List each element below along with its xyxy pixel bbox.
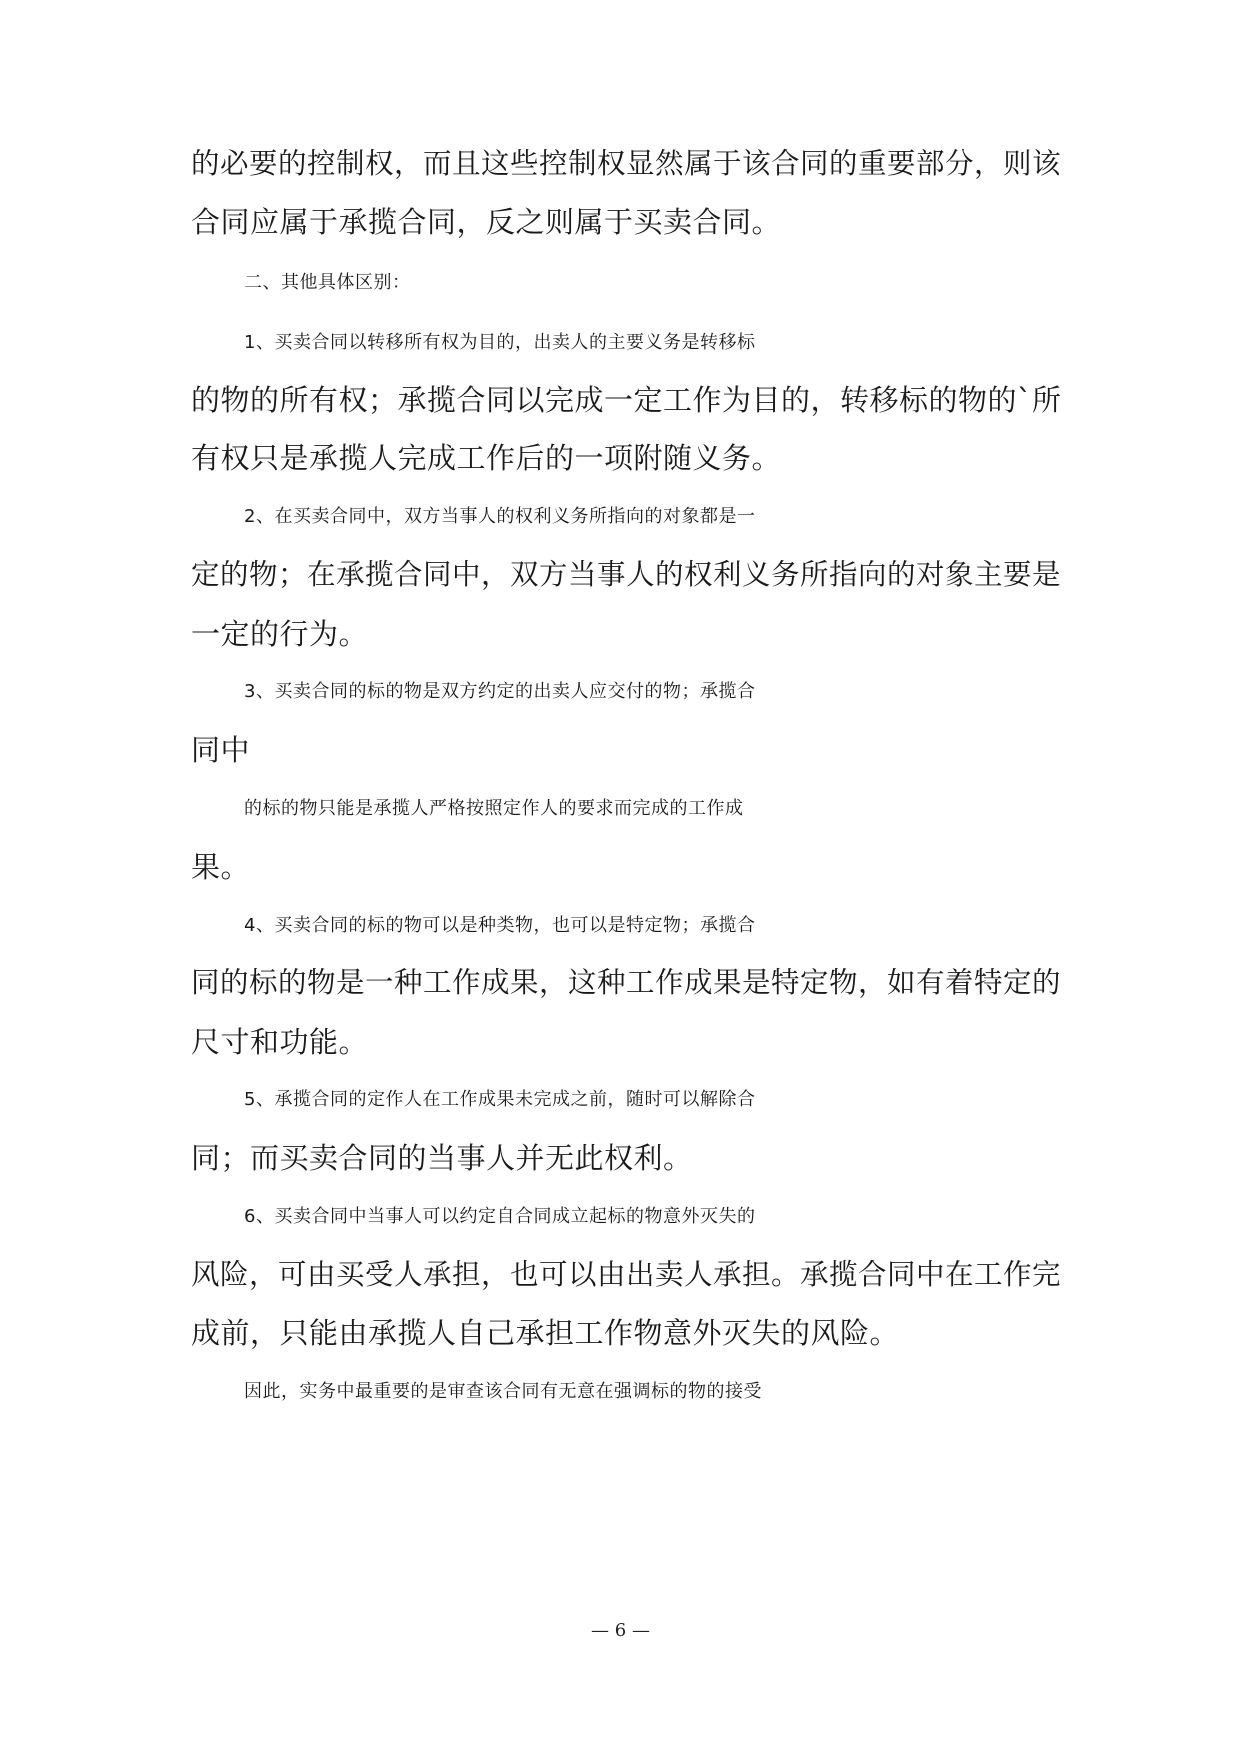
text-line: 一定的行为。: [191, 617, 369, 651]
text-line: 1、买卖合同以转移所有权为目的，出卖人的主要义务是转移标: [244, 332, 756, 353]
text-line: 同；而买卖合同的当事人并无此权利。: [191, 1141, 693, 1175]
text-line: 3、买卖合同的标的物是双方约定的出卖人应交付的物；承揽合: [244, 681, 756, 702]
section-heading: 二、其他具体区别：: [244, 272, 411, 293]
text-line: 果。: [191, 850, 251, 884]
text-line: 合同应属于承揽合同，反之则属于买卖合同。: [191, 205, 782, 239]
text-line: 风险，可由买受人承担，也可以由出卖人承担。承揽合同中在工作完: [191, 1258, 1062, 1291]
text-line: 的必要的控制权，而且这些控制权显然属于该合同的重要部分，则该: [191, 147, 1062, 180]
text-line: 同中: [191, 733, 251, 767]
text-line: 成前，只能由承揽人自己承担工作物意外灭失的风险。: [191, 1316, 900, 1350]
text-line: 4、买卖合同的标的物可以是种类物，也可以是特定物；承揽合: [244, 915, 756, 936]
page-number: — 6 —: [591, 1620, 650, 1641]
text-line: 因此，实务中最重要的是审查该合同有无意在强调标的物的接受: [244, 1381, 762, 1402]
text-line: 5、承揽合同的定作人在工作成果未完成之前，随时可以解除合: [244, 1089, 756, 1110]
text-line: 的标的物只能是承揽人严格按照定作人的要求而完成的工作成: [244, 798, 744, 819]
text-line: 2、在买卖合同中，双方当事人的权利义务所指向的对象都是一: [244, 506, 756, 527]
text-line: 定的物；在承揽合同中，双方当事人的权利义务所指向的对象主要是: [191, 558, 1062, 591]
text-line: 同的标的物是一种工作成果，这种工作成果是特定物，如有着特定的: [191, 966, 1062, 999]
text-line: 有权只是承揽人完成工作后的一项附随义务。: [191, 441, 782, 475]
text-line: 的物的所有权；承揽合同以完成一定工作为目的，转移标的物的`所: [191, 383, 1062, 417]
text-line: 尺寸和功能。: [191, 1025, 369, 1059]
text-line: 6、买卖合同中当事人可以约定自合同成立起标的物意外灭失的: [244, 1206, 756, 1227]
